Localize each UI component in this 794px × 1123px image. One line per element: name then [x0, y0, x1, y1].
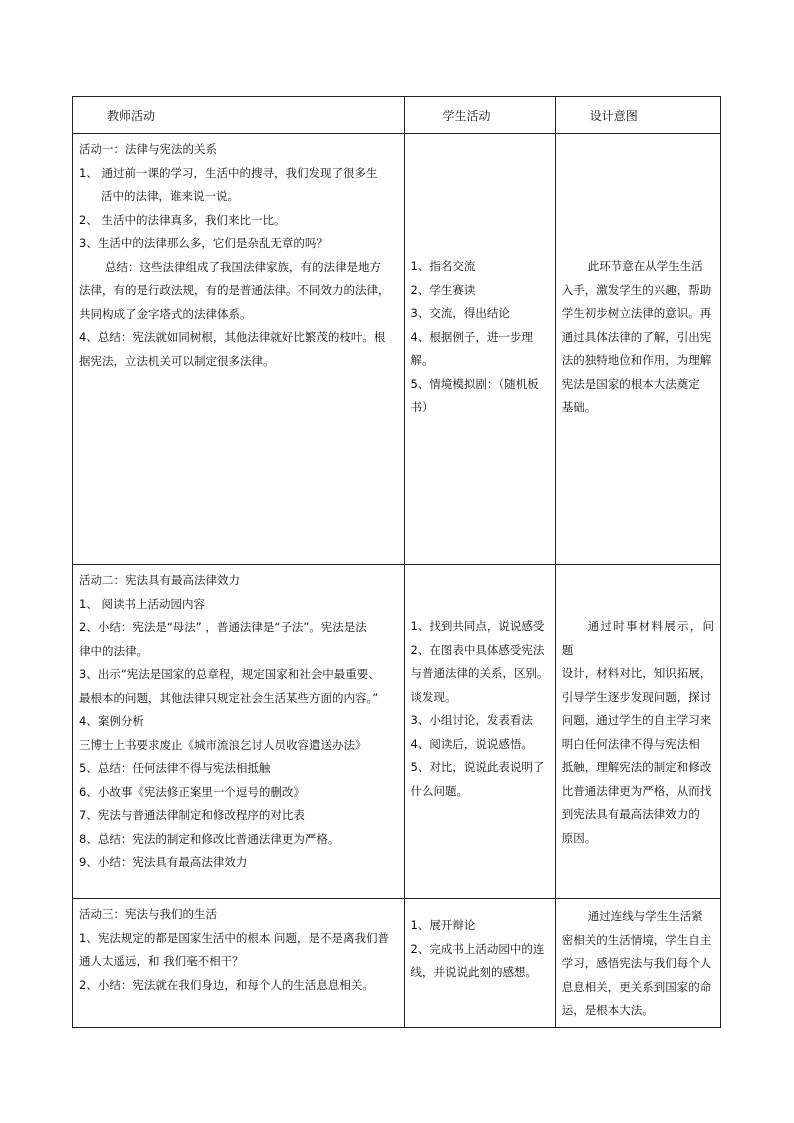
student-line: 5、对比，说说此表说明了: [410, 760, 545, 774]
design-line: 宪法是国家的根本大法奠定: [561, 376, 700, 391]
design-line: 法的独特地位和作用，为理解: [561, 353, 712, 367]
design-line: 引导学生逐步发现问题，探讨: [561, 689, 712, 704]
teacher-line: 1、 通过前一课的学习，生活中的搜寻，我们发现了很多生: [79, 165, 378, 180]
design-line: 此环节意在从学生生活: [587, 259, 703, 273]
teacher-line: 3、出示“宪法是国家的总章程，规定国家和社会中最重要、: [79, 667, 380, 681]
design-line: 设计，材料对比，知识拓展，: [561, 666, 712, 680]
teacher-line: 最根本的问题，其他法律只规定社会生活某些方面的内容。”: [79, 690, 379, 705]
activity-3-title: 活动三：宪法与我们的生活: [79, 907, 217, 921]
student-cell-2: [404, 565, 555, 899]
table-row-activity-3: [73, 899, 721, 1028]
teacher-line: 1、宪法规定的都是国家生活中的根本 问题，是不是离我们普: [79, 930, 389, 945]
teacher-line: 1、 阅读书上活动园内容: [79, 596, 205, 611]
lesson-plan-table: [72, 96, 721, 1028]
student-line: 书）: [410, 400, 434, 414]
student-cell-3: [404, 899, 555, 1028]
design-line: 明白任何法律不得与宪法相: [561, 736, 700, 751]
header-teacher-activity: 教师活动: [73, 97, 405, 134]
design-cell-2: [555, 565, 720, 899]
header-design-intent: 设计意图: [555, 97, 720, 134]
student-line: 2、学生赛读: [410, 282, 476, 297]
teacher-cell-3: [73, 899, 405, 1028]
student-line: 1、指名交流: [410, 259, 476, 273]
student-line: 谈发现。: [410, 689, 457, 704]
teacher-line: 6、小故事《宪法修正案里一个逗号的删改》: [79, 784, 305, 799]
teacher-cell-2: [73, 565, 405, 899]
teacher-line: 4、总结：宪法就如同树根，其他法律就好比繁茂的枝叶。根: [79, 330, 386, 344]
student-line: 1、找到共同点，说说感受: [410, 619, 545, 633]
activity-2-title: 活动二：宪法具有最高法律效力: [79, 573, 240, 587]
teacher-line: 9、小结：宪法具有最高法律效力: [79, 855, 248, 869]
design-line: 基础。: [561, 400, 597, 414]
activity-1-title: 活动一：法律与宪法的关系: [79, 142, 217, 156]
design-line: 问题，通过学生的自主学习来: [561, 713, 712, 727]
design-line: 抵触，理解宪法的制定和修改: [561, 760, 712, 774]
design-line: 到宪法具有最高法律效力的: [561, 807, 700, 821]
teacher-line: 3、生活中的法律那么多，它们是杂乱无章的吗？: [79, 236, 328, 250]
teacher-line: 4、案例分析: [79, 714, 144, 728]
design-line: 通过具体法律的了解，引出宪: [561, 329, 712, 344]
teacher-line: 活中的法律，谁来说一说。: [101, 189, 239, 203]
teacher-line: 8、总结：宪法的制定和修改比普通法律更为严格。: [79, 831, 340, 846]
teacher-line: 通人太遥远，和 我们毫不相干？: [79, 954, 244, 968]
design-line: 学习，感悟宪法与我们每个人: [561, 956, 712, 970]
design-line: 运，是根本大法。: [561, 1003, 654, 1017]
design-line: 原因。: [561, 830, 597, 845]
student-line: 3、小组讨论，发表看法: [410, 713, 533, 727]
teacher-line: 法律，有的是行政法规，有的是普通法律。不同效力的法律，: [79, 283, 390, 297]
teacher-line: 2、 生活中的法律真多，我们来比一比。: [79, 212, 286, 227]
design-line: 息息相关，更关系到国家的命: [561, 979, 712, 994]
table-row-activity-1: [73, 134, 721, 565]
design-cell-1: [555, 134, 720, 565]
student-line: 4、根据例子，进一步理解。: [410, 329, 533, 367]
student-line: 5、情境模拟剧：（随机板: [410, 376, 539, 391]
teacher-line: 5、总结：任何法律不得与宪法相抵触: [79, 761, 271, 775]
teacher-line: 2、小结：宪法就在我们身边，和每个人的生活息息相关。: [79, 977, 374, 992]
student-line: 2、完成书上活动园中的连: [410, 941, 545, 956]
teacher-cell-1: [73, 134, 405, 565]
design-cell-3: [555, 899, 720, 1028]
design-line: 通过连线与学生生活紧: [587, 909, 703, 923]
student-cell-1: [404, 134, 555, 565]
teacher-line: 据宪法，立法机关可以制定很多法律。: [79, 353, 275, 368]
design-line: 比普通法律更为严格，从而找: [561, 783, 712, 798]
student-line: 线，并说说此刻的感想。: [410, 965, 537, 979]
teacher-line: 2、小结：宪法是“母法” ，普通法律是“子法”。宪法是法: [79, 620, 367, 634]
teacher-line: 律中的法律。: [79, 643, 148, 658]
teacher-line: 总结：这些法律组成了我国法律家族，有的法律是地方: [105, 259, 381, 274]
header-row: [73, 97, 721, 134]
teacher-line: 7、宪法与普通法律制定和修改程序的对比表: [79, 808, 305, 822]
student-line: 什么问题。: [410, 783, 468, 798]
header-student-activity: 学生活动: [404, 97, 555, 134]
design-line: 入手，激发学生的兴趣，帮助: [561, 282, 712, 297]
lesson-plan-page: [72, 96, 721, 1028]
student-line: 与普通法律的关系，区别。: [410, 666, 549, 680]
design-line: 密相关的生活情境，学生自主: [561, 932, 712, 947]
student-line: 1、展开辩论: [410, 918, 476, 932]
table-row-activity-2: [73, 565, 721, 899]
teacher-line: 共同构成了金字塔式的法律体系。: [79, 306, 252, 321]
student-line: 2、在图表中具体感受宪法: [410, 642, 545, 657]
design-line: 通过时事材料展示，问题: [561, 619, 714, 657]
design-line: 学生初步树立法律的意识。再: [561, 306, 712, 320]
teacher-line: 三博士上书要求废止《城市流浪乞讨人员收容遣送办法》: [79, 737, 367, 752]
student-line: 3、交流，得出结论: [410, 306, 510, 320]
student-line: 4、阅读后，说说感悟。: [410, 736, 533, 751]
